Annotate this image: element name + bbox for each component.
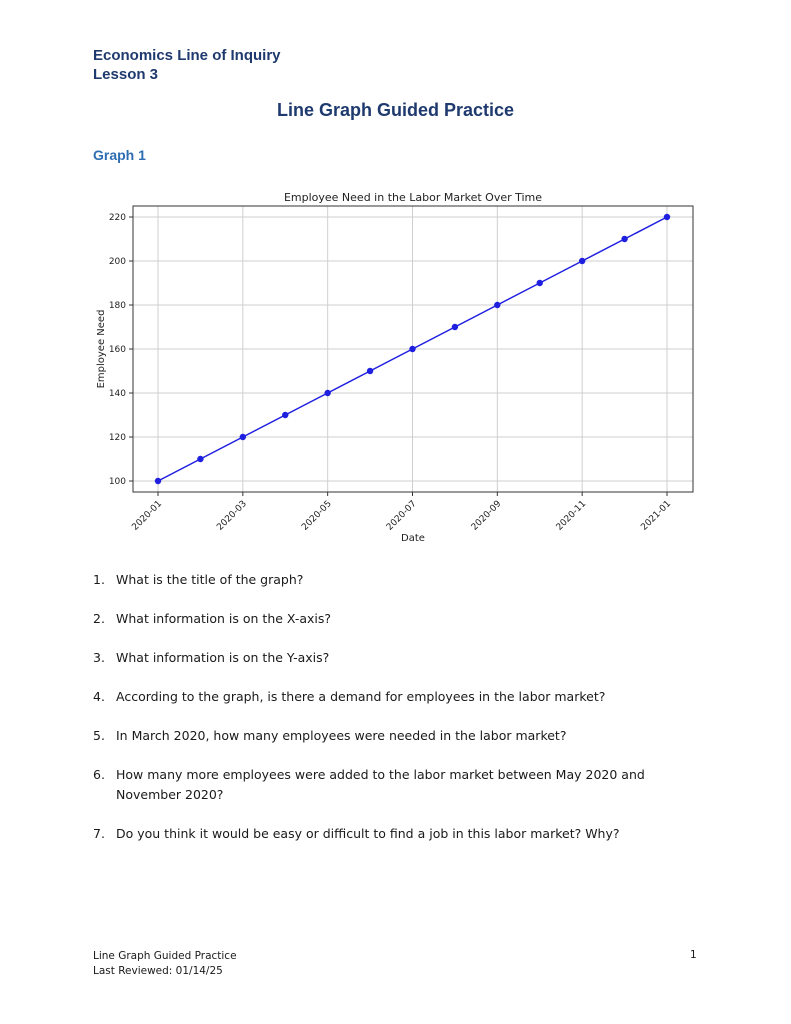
data-point <box>240 434 246 440</box>
question-text: How many more employees were added to the labor market between May 2020 and November 2020? <box>116 767 645 802</box>
y-tick-label: 100 <box>108 477 126 487</box>
question-item <box>93 687 703 707</box>
x-tick-label: 2020-11 <box>554 499 589 533</box>
y-tick-label: 220 <box>108 213 126 223</box>
data-point <box>579 258 585 264</box>
data-point <box>324 390 330 396</box>
y-tick-label: 140 <box>108 389 126 399</box>
x-tick-label: 2020-01 <box>130 499 165 533</box>
question-item <box>93 570 703 590</box>
x-axis-label: Date <box>401 533 425 544</box>
question-item <box>93 765 703 805</box>
question-number: 1. <box>93 572 105 587</box>
data-point <box>494 302 500 308</box>
question-item <box>93 609 703 629</box>
data-point <box>664 214 670 220</box>
question-list <box>93 570 703 863</box>
footer-reviewed-date: Last Reviewed: 01/14/25 <box>93 965 223 977</box>
question-item <box>93 824 703 844</box>
question-text: What information is on the X-axis? <box>116 611 332 626</box>
question-text: In March 2020, how many employees were needed in the labor market? <box>116 728 567 743</box>
page-title: Line Graph Guided Practice <box>276 100 515 120</box>
course-header <box>93 46 281 84</box>
y-axis-label: Employee Need <box>96 309 107 389</box>
question-text: What is the title of the graph? <box>116 572 304 587</box>
data-point <box>197 456 203 462</box>
data-point <box>452 324 458 330</box>
question-item <box>93 648 703 668</box>
lesson-number: Lesson 3 <box>93 66 159 83</box>
page-number: 1 <box>690 949 697 961</box>
x-tick-label: 2020-09 <box>469 499 504 533</box>
question-number: 3. <box>93 650 105 665</box>
y-tick-label: 120 <box>108 433 126 443</box>
question-text: Do you think it would be easy or difficult to find a job in this labor market? Why? <box>116 826 620 841</box>
question-text: What information is on the Y-axis? <box>116 650 330 665</box>
question-text: According to the graph, is there a demand for employees in the labor market? <box>116 689 606 704</box>
data-point <box>282 412 288 418</box>
chart-title: Employee Need in the Labor Market Over Time <box>283 191 543 204</box>
line-chart <box>90 186 702 550</box>
data-point <box>155 478 161 484</box>
question-number: 6. <box>93 767 105 782</box>
data-point <box>621 236 627 242</box>
question-item <box>93 726 703 746</box>
data-point <box>409 346 415 352</box>
y-tick-label: 200 <box>108 257 126 267</box>
graph-heading: Graph 1 <box>93 147 146 163</box>
y-tick-label: 160 <box>108 345 126 355</box>
question-number: 5. <box>93 728 105 743</box>
data-point <box>367 368 373 374</box>
x-tick-label: 2020-05 <box>300 499 334 533</box>
x-tick-label: 2021-01 <box>639 499 674 533</box>
y-tick-label: 180 <box>108 301 126 311</box>
question-number: 7. <box>93 826 105 841</box>
question-number: 4. <box>93 689 105 704</box>
footer <box>93 949 237 979</box>
footer-doc-name: Line Graph Guided Practice <box>93 950 237 962</box>
course-name: Economics Line of Inquiry <box>93 47 281 64</box>
x-tick-label: 2020-07 <box>384 499 419 533</box>
question-number: 2. <box>93 611 105 626</box>
x-tick-label: 2020-03 <box>215 499 249 533</box>
data-point <box>537 280 543 286</box>
